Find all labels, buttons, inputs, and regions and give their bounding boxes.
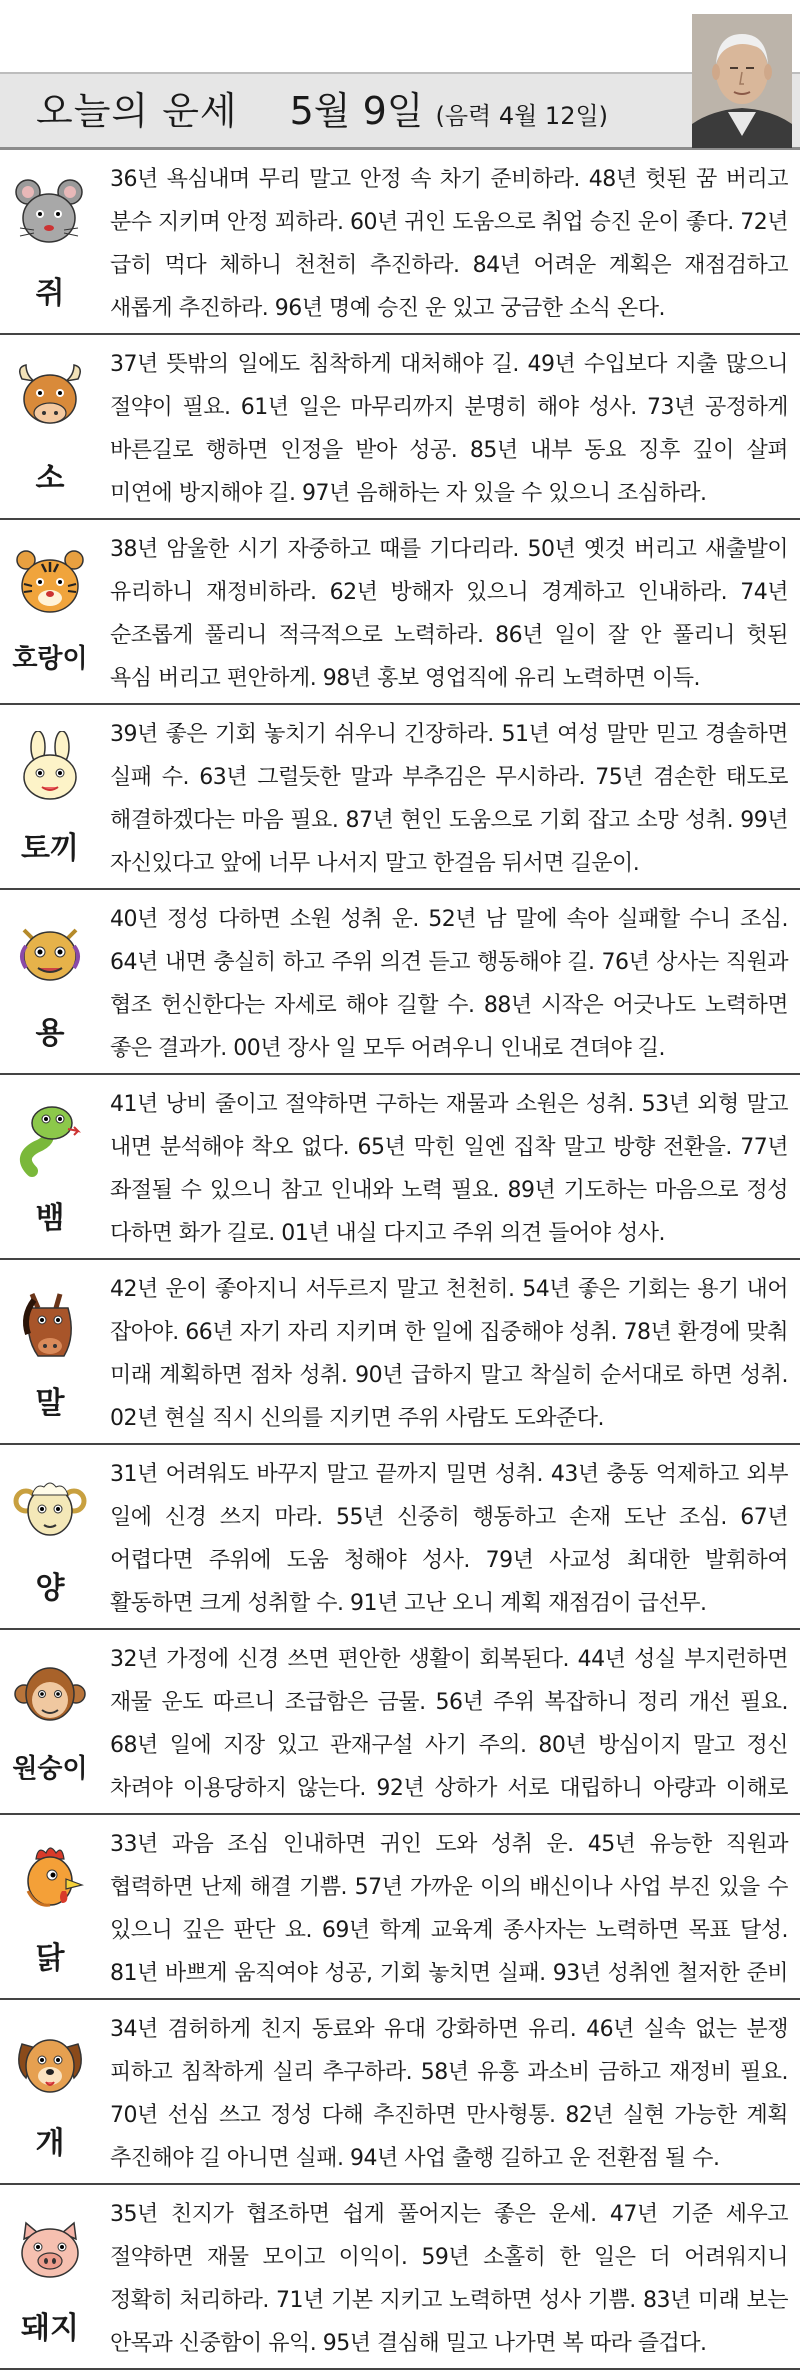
rabbit-icon bbox=[12, 731, 88, 807]
animal-cell bbox=[0, 2185, 100, 2368]
header-date: 5월 9일 bbox=[289, 89, 424, 133]
animal-name: 말 bbox=[35, 1386, 65, 1421]
zodiac-row-snake bbox=[0, 1075, 800, 1260]
zodiac-row-monkey bbox=[0, 1630, 800, 1815]
animal-name: 원숭이 bbox=[12, 1754, 88, 1784]
animal-name: 개 bbox=[35, 2126, 65, 2161]
pig-icon bbox=[12, 2211, 88, 2287]
dragon-icon bbox=[12, 916, 88, 992]
fortune-text: 32년 가정에 신경 쓰면 편안한 생활이 회복된다. 44년 성실 부지런하면 재물 운도 따르니 조급함은 금물. 56년 주위 복잡하니 정리 개선 필요. 68년 일에 지장 있고 관재구설 사기 주의. 80년 방심이지 말고 정신 차려야 이용당하지 않는다. 92년 상하가 서로 대립하니 아량과 이해로 bbox=[110, 1647, 788, 1801]
fortune-text: 41년 낭비 줄이고 절약하면 구하는 재물과 소원은 성취. 53년 외형 말고 내면 분석해야 착오 없다. 65년 막힌 일엔 집착 말고 방향 전환을. 77년 좌절될 수 있으니 참고 인내와 노력 필요. 89년 기도하는 마음으로 정성 다하면 화가 길로. 01년 내실 다지고 주위 의견 들어야 성사. bbox=[110, 1092, 788, 1246]
animal-name: 호랑이 bbox=[12, 644, 88, 674]
dog-icon bbox=[12, 2026, 88, 2102]
ox-icon bbox=[12, 361, 88, 437]
animal-name: 양 bbox=[35, 1571, 65, 1606]
animal-name: 닭 bbox=[35, 1941, 65, 1976]
animal-cell bbox=[0, 1260, 100, 1443]
fortune-text: 34년 겸허하게 친지 동료와 유대 강화하면 유리. 46년 실속 없는 분쟁 피하고 침착하게 실리 추구하라. 58년 유흥 과소비 금하고 재정비 필요. 70년 선심 쓰고 정성 다해 추진하면 만사형통. 82년 실현 가능한 계획 추진해야 길 아니면 실패. 94년 사업 출행 길하고 운 전환점 될 수. bbox=[110, 2017, 788, 2171]
fortune-text: 40년 정성 다하면 소원 성취 운. 52년 남 말에 속아 실패할 수니 조심. 64년 내면 충실히 하고 주위 의견 듣고 행동해야 길. 76년 상사는 직원과 협조 헌신한다는 자세로 해야 길할 수. 88년 시작은 어긋나도 노력하면 좋은 결과가. 00년 장사 일 모두 어려우니 인내로 견뎌야 길. bbox=[110, 907, 788, 1061]
zodiac-row-rooster bbox=[0, 1815, 800, 2000]
fortune-text: 33년 과음 조심 인내하면 귀인 도와 성취 운. 45년 유능한 직원과 협력하면 난제 해결 기쁨. 57년 가까운 이의 배신이나 사업 부진 있을 수 있으니 깊은 판단 요. 69년 학계 교육계 종사자는 노력하면 목표 달성. 81년 바쁘게 움직여야 성공, 기회 놓치면 실패. 93년 성취엔 철저한 준비 bbox=[110, 1832, 788, 1986]
animal-cell bbox=[0, 1815, 100, 1998]
page-title: 오늘의 운세 bbox=[36, 89, 238, 133]
fortune-text: 39년 좋은 기회 놓치기 쉬우니 긴장하라. 51년 여성 말만 믿고 경솔하면 실패 수. 63년 그럴듯한 말과 부추김은 무시하라. 75년 겸손한 태도로 해결하겠다는 마음 필요. 87년 현인 도움으로 기회 잡고 소망 성취. 99년 자신있다고 앞에 너무 나서지 말고 한걸음 뒤서면 길운이. bbox=[110, 722, 788, 876]
animal-cell bbox=[0, 520, 100, 703]
zodiac-row-horse bbox=[0, 1260, 800, 1445]
animal-name: 용 bbox=[35, 1016, 65, 1051]
horse-icon bbox=[12, 1286, 88, 1362]
zodiac-row-sheep bbox=[0, 1445, 800, 1630]
animal-name: 돼지 bbox=[21, 2311, 79, 2346]
animal-name: 소 bbox=[35, 461, 65, 496]
animal-cell bbox=[0, 890, 100, 1073]
header-text bbox=[36, 80, 608, 140]
tiger-icon bbox=[12, 546, 88, 622]
rooster-icon bbox=[12, 1841, 88, 1917]
fortune-text: 35년 친지가 협조하면 쉽게 풀어지는 좋은 운세. 47년 기준 세우고 절약하면 재물 모이고 이익이. 59년 소홀히 한 일은 더 어려워지니 정확히 처리하라. 71년 기본 지키고 노력하면 성사 기쁨. 83년 미래 보는 안목과 신중함이 유익. 95년 결심해 밀고 나가면 복 따라 즐겁다. bbox=[110, 2202, 788, 2356]
animal-cell bbox=[0, 150, 100, 333]
zodiac-row-rat bbox=[0, 150, 800, 335]
animal-name: 뱀 bbox=[35, 1201, 65, 1236]
zodiac-list bbox=[0, 150, 800, 2370]
sheep-icon bbox=[12, 1471, 88, 1547]
animal-cell bbox=[0, 2000, 100, 2183]
zodiac-row-ox bbox=[0, 335, 800, 520]
fortune-text: 31년 어려워도 바꾸지 말고 끝까지 밀면 성취. 43년 충동 억제하고 외부 일에 신경 쓰지 마라. 55년 신중히 행동하고 손재 도난 조심. 67년 어렵다면 주위에 도움 청해야 성사. 79년 사교성 최대한 발휘하여 활동하면 크게 성취할 수. 91년 고난 오니 계획 재점검이 급선무. bbox=[110, 1462, 788, 1616]
animal-cell bbox=[0, 335, 100, 518]
fortune-text: 38년 암울한 시기 자중하고 때를 기다리라. 50년 옛것 버리고 새출발이 유리하니 재정비하라. 62년 방해자 있으니 경계하고 인내하라. 74년 순조롭게 풀리니 적극적으로 노력하라. 86년 일이 잘 안 풀리니 헛된 욕심 버리고 편안하게. 98년 홍보 영업직에 유리 노력하면 이득. bbox=[110, 537, 788, 691]
fortune-text: 36년 욕심내며 무리 말고 안정 속 차기 준비하라. 48년 헛된 꿈 버리고 분수 지키며 안정 꾀하라. 60년 귀인 도움으로 취업 승진 운이 좋다. 72년 급히 먹다 체하니 천천히 추진하라. 84년 어려운 계획은 재점검하고 새롭게 추진하라. 96년 명예 승진 운 있고 궁금한 소식 온다. bbox=[110, 167, 788, 321]
page-header bbox=[0, 0, 800, 150]
author-photo bbox=[692, 14, 792, 148]
animal-cell bbox=[0, 1445, 100, 1628]
zodiac-row-pig bbox=[0, 2185, 800, 2370]
zodiac-row-dog bbox=[0, 2000, 800, 2185]
fortune-text: 42년 운이 좋아지니 서두르지 말고 천천히. 54년 좋은 기회는 용기 내어 잡아야. 66년 자기 자리 지키며 한 일에 집중해야 성취. 78년 환경에 맞춰 미래 계획하면 점차 성취. 90년 급하지 말고 착실히 순서대로 하면 성취. 02년 현실 직시 신의를 지키면 주위 사람도 도와준다. bbox=[110, 1277, 788, 1431]
snake-icon bbox=[12, 1101, 88, 1177]
zodiac-row-dragon bbox=[0, 890, 800, 1075]
animal-name: 토끼 bbox=[21, 831, 79, 866]
zodiac-row-rabbit bbox=[0, 705, 800, 890]
animal-cell bbox=[0, 1630, 100, 1813]
header-lunar-date: (음력 4월 12일) bbox=[435, 102, 609, 130]
animal-name: 쥐 bbox=[35, 276, 65, 311]
zodiac-row-tiger bbox=[0, 520, 800, 705]
fortune-text: 37년 뜻밖의 일에도 침착하게 대처해야 길. 49년 수입보다 지출 많으니 절약이 필요. 61년 일은 마무리까지 분명히 해야 성사. 73년 공정하게 바른길로 행하면 인정을 받아 성공. 85년 내부 동요 징후 깊이 살펴 미연에 방지해야 길. 97년 음해하는 자 있을 수 있으니 조심하라. bbox=[110, 352, 788, 506]
animal-cell bbox=[0, 705, 100, 888]
rat-icon bbox=[12, 176, 88, 252]
animal-cell bbox=[0, 1075, 100, 1258]
monkey-icon bbox=[12, 1656, 88, 1732]
